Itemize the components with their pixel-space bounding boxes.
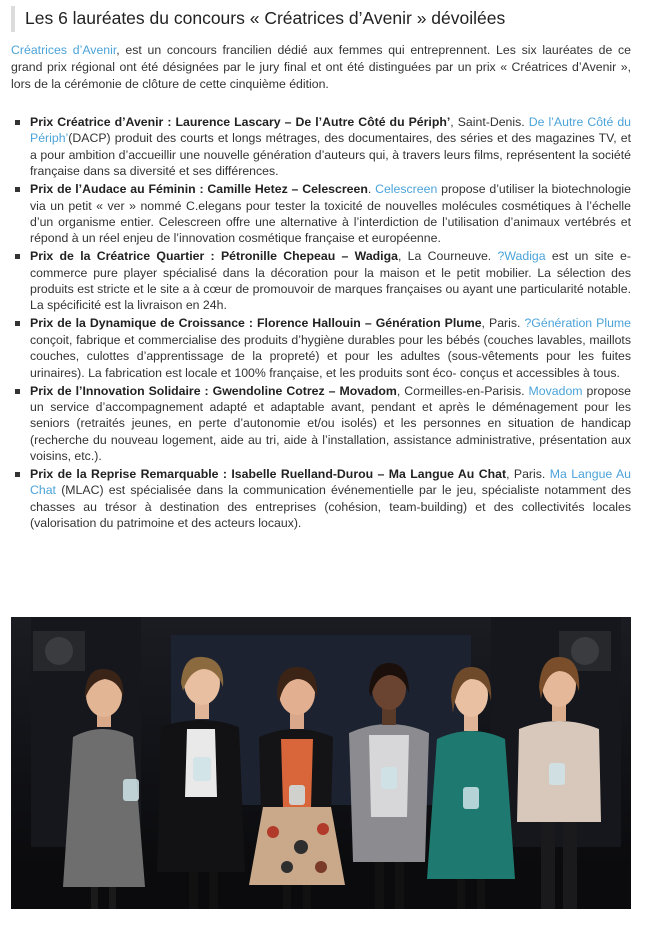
- intro-text: , est un concours francilien dédié aux femmes qui entreprennent. Les six lauréates de ce grand prix régional ont été désignées par le jury final et ont été distinguées par un prix « Créatrices d’Avenir », lors de la cérémonie de clôture de cette cinquième édition.: [11, 43, 631, 91]
- winner-location: , Paris.: [506, 467, 550, 482]
- winner-description: propose d’utiliser la biotechnologie via un petit « ver » nommé C.elegans pour tester la toxicité de nouvelles molécules cosmétiques à l’échelle d’un organisme entier. Celescreen offre une alternative à l’interdiction de l’utilisation d’animaux vertébrés et répond à un réel enjeu de l’innovation cosmétique française et européenne.: [30, 182, 631, 246]
- bullet-icon: [15, 120, 20, 125]
- bullet-icon: [15, 321, 20, 326]
- winner-prize: Prix de la Dynamique de Croissance : Florence Hallouin – Génération Plume: [30, 316, 482, 331]
- winner-item-5: [11, 383, 631, 465]
- winner-item-1: [11, 114, 631, 180]
- intro-paragraph: [11, 42, 631, 92]
- winner-location: .: [367, 182, 376, 197]
- winner-item-3: [11, 248, 631, 314]
- bullet-icon: [15, 389, 20, 394]
- group-photo-illustration: [11, 617, 631, 909]
- winner-item-2: [11, 181, 631, 247]
- laureates-group-photo: [11, 617, 631, 909]
- winner-prize: Prix de la Reprise Remarquable : Isabelle Ruelland-Durou – Ma Langue Au Chat: [30, 467, 507, 482]
- winner-link[interactable]: Movadom: [528, 383, 583, 398]
- intro-link-creatrices-davenir[interactable]: Créatrices d’Avenir: [11, 43, 117, 57]
- winner-prize: Prix de la Créatrice Quartier : Pétronille Chepeau – Wadiga: [30, 249, 398, 264]
- winner-link[interactable]: ?Wadiga: [497, 249, 546, 264]
- winner-item-6: [11, 466, 631, 532]
- winner-link[interactable]: De l’Autre Côté du Périph’: [30, 115, 631, 146]
- article-title: Les 6 lauréates du concours « Créatrices d’Avenir » dévoilées: [25, 8, 506, 28]
- winner-prize: Prix Créatrice d’Avenir : Laurence Lascary – De l’Autre Côté du Périph’: [30, 115, 451, 129]
- winner-link[interactable]: ?Génération Plume: [524, 316, 632, 331]
- article-title-bar: [11, 6, 635, 32]
- winner-location: , Paris.: [481, 316, 525, 331]
- winner-description: est un site e-commerce pure player spécialisé dans la décoration pour la maison et le petit mobilier. La sélection des produits est stricte et le site a à cœur de promouvoir de marques françaises ou ayant une particularité notable. La spécificité est la livraison en 24h.: [30, 249, 631, 313]
- winner-location: , La Courneuve.: [397, 249, 498, 264]
- winner-description: conçoit, fabrique et commercialise des produits d’hygiène durables pour les bébés (couches lavables, maillots couches, culottes d’apprentissage de la propreté) et pour les adultes (sous-vêtements pour les fuites urinaires). La fabrication est locale et 100% française, et les produits sont éco- conçus et accessibles à tous.: [30, 332, 631, 380]
- winner-prize: Prix de l’Innovation Solidaire : Gwendoline Cotrez – Movadom: [30, 383, 397, 398]
- winner-description: (MLAC) est spécialisée dans la communication événementielle par le jeu, spécialiste notamment des chasses au trésor à destination des entreprises (cohésion, team-building) et des collectivités locales (valorisation du patrimoine et des acteurs locaux).: [30, 483, 631, 531]
- winner-link[interactable]: Celescreen: [375, 182, 438, 197]
- winner-description: (DACP) produit des courts et longs métrages, des documentaires, des séries et des magazines TV, et a pour ambition d’accueillir une nouvelle génération d’auteurs qui, à travers leurs films, représentent la société française dans sa diversité et ses différences.: [30, 131, 631, 179]
- bullet-icon: [15, 187, 20, 192]
- winner-location: , Cormeilles-en-Parisis.: [396, 383, 529, 398]
- bullet-icon: [15, 254, 20, 259]
- winner-item-4: [11, 315, 631, 381]
- winner-location: , Saint-Denis.: [450, 115, 529, 129]
- winners-list: [11, 114, 631, 533]
- winner-prize: Prix de l’Audace au Féminin : Camille Hetez – Celescreen: [30, 182, 368, 197]
- winner-description: propose un service d’accompagnement adapté et adaptable avant, pendant et après le déménagement pour les seniors (retraités jeunes, en perte d’autonomie et/ou isolés) et les personnes en situation de handicap (recherche du nouveau logement, aide au tri, aide à l’installation, assistance administrative, présentation aux voisins, etc.).: [30, 383, 631, 464]
- bullet-icon: [15, 472, 20, 477]
- winner-link[interactable]: Ma Langue Au Chat: [30, 467, 632, 498]
